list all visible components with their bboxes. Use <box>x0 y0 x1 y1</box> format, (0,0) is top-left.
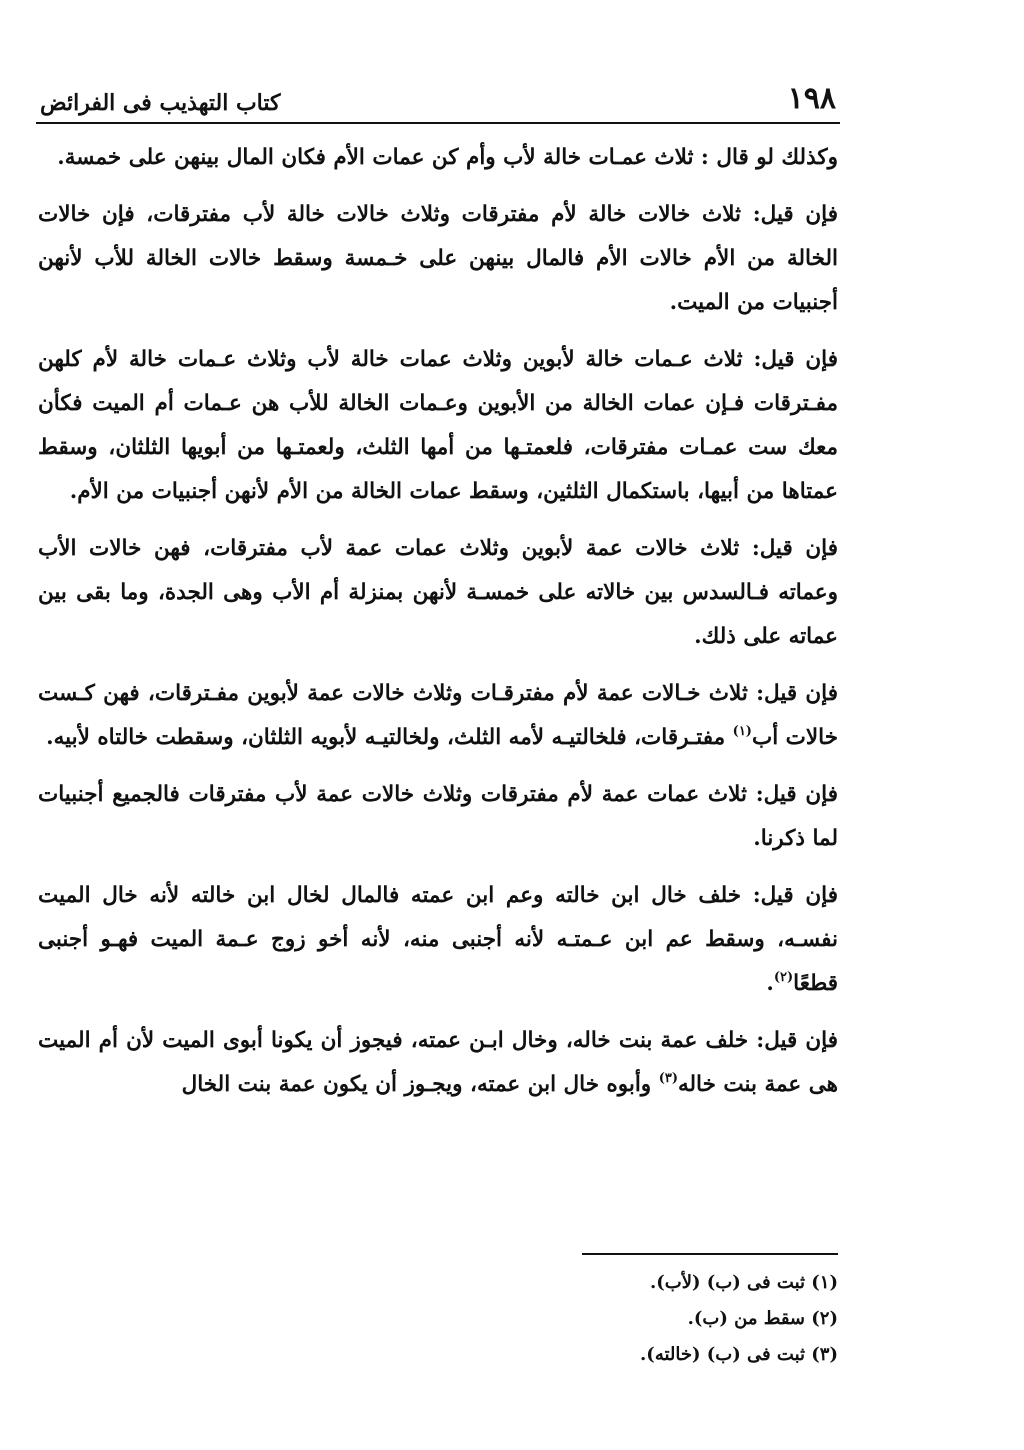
footnote-marker: (١) <box>732 724 752 739</box>
book-page <box>38 70 838 1400</box>
footnote-divider <box>582 1253 838 1255</box>
footnote: (١) ثبت فى (ب) (لأب). <box>650 1272 838 1293</box>
footnote-marker: (٣) <box>658 1071 678 1086</box>
paragraph-lead: فإن قيل: <box>753 347 838 372</box>
paragraph-text: ثلاث خالات خالة لأم مفترقات وثلاث خالات خالة لأب مفترقات، فإن خالات الخالة من الأم خالات الأم فالمال بينهن على خـمسة وسقط خالات الخالة للأب لأنهن أجنبيات من الميت. <box>38 202 838 315</box>
footnote: (٣) ثبت فى (ب) (خالته). <box>640 1344 838 1365</box>
page-header <box>38 70 838 114</box>
footnote: (٢) سقط من (ب). <box>687 1308 838 1329</box>
paragraph <box>38 773 838 861</box>
paragraph <box>38 874 838 1006</box>
paragraph-text: ثلاث خالات عمة لأبوين وثلاث عمات عمة لأب مفترقات، فهن خالات الأب وعماته فـالسدس بين خالاته على خمسـة لأنهن بمنزلة أم الأب وهى الجدة، وما بقى بين عماته على ذلك. <box>38 536 838 649</box>
paragraph <box>38 193 838 325</box>
running-title: كتاب التهذيب فى الفرائض <box>40 90 281 116</box>
paragraph-text: خلف خال ابن خالته وعم ابن عمته فالمال لخال ابن خالته لأنه خال الميت نفسـه، وسقط عم ابن عـمتـه لأنه أجنبى منه، لأنه أخو زوج عـمة الميت فهـو أجنبى قطعًا <box>38 883 838 996</box>
header-divider <box>36 122 840 124</box>
paragraph-text: خلف عمة بنت خاله، وخال ابـن عمته، فيجوز أن يكونا أبوى الميت لأن أم الميت هى عمة بنت خاله <box>38 1028 838 1097</box>
paragraph-lead: فإن قيل: <box>752 883 838 908</box>
paragraph <box>38 136 838 180</box>
paragraph <box>38 1019 838 1107</box>
paragraph-lead: فإن قيل: <box>756 1028 838 1053</box>
paragraph-text: ثلاث خـالات عمة لأم مفترقـات وثلاث خالات عمة لأبوين مفـترقات، فهن كـست خالات أب <box>38 681 838 750</box>
paragraph <box>38 338 838 514</box>
page-number: ١٩٨ <box>787 81 836 116</box>
paragraph <box>38 527 838 659</box>
footnote-marker: (٢) <box>773 970 794 985</box>
paragraph-text-continued: مفتـرقات، فلخالتيـه لأمه الثلث، ولخالتيـه لأبويه الثلثان، وسقطت خالتاه لأبيه. <box>46 725 733 750</box>
paragraph <box>38 672 838 760</box>
paragraph-text: ثلاث عمات عمة لأم مفترقات وثلاث خالات عمة لأب مفترقات فالجميع أجنبيات لما ذكرنا. <box>38 782 838 851</box>
paragraph-text-continued: . <box>766 971 774 996</box>
body-text <box>38 136 838 1120</box>
paragraph-lead: فإن قيل: <box>751 536 838 561</box>
paragraph-lead: فإن قيل: <box>756 681 838 706</box>
paragraph-lead: فإن قيل: <box>752 202 838 227</box>
paragraph-text: ثلاث عـمات خالة لأبوين وثلاث عمات خالة لأب وثلاث عـمات خالة لأم كلهن مفـترقات فـإن عمات الخالة من الأبوين وعـمات الخالة للأب هن عـمات أم الميت فكأن معك ست عمـات مفترقات، فلعمتـها من أمها الثلث، ولعمتـها من أبويها الثلثان، وسقط عمتاها من أبيها، باستكمال الثلثين، وسقط عمات الخالة من الأم لأنهن أجنبيات من الأم. <box>38 347 838 504</box>
paragraph-lead: فإن قيل: <box>755 782 839 807</box>
paragraph-text-continued: وأبوه خال ابن عمته، ويجـوز أن يكون عمة بنت الخال <box>181 1072 659 1097</box>
footnotes <box>38 1265 838 1373</box>
paragraph-text: وكذلك لو قال : ثلاث عمـات خالة لأب وأم كن عمات الأم فكان المال بينهن على خمسة. <box>57 145 838 170</box>
